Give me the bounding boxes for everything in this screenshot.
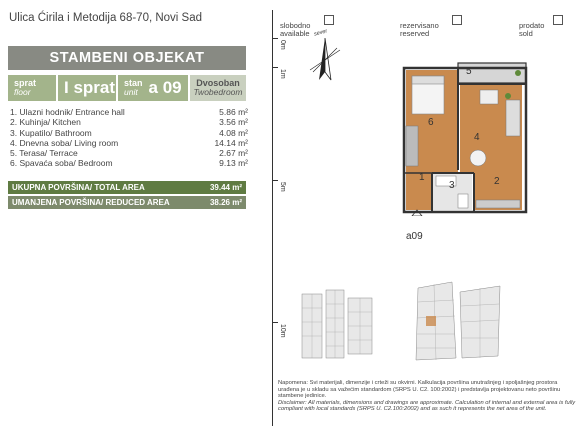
total-area-value: 39.44 m² bbox=[209, 183, 242, 192]
room-number-5: 5 bbox=[466, 66, 472, 77]
floor-value: I sprat bbox=[64, 78, 116, 97]
list-item bbox=[10, 138, 248, 148]
type-label: Dvosoban bbox=[196, 78, 240, 88]
room-list bbox=[10, 107, 248, 169]
room-number-3: 3 bbox=[449, 180, 455, 191]
total-area-bar bbox=[8, 181, 246, 194]
compass-label: sever bbox=[313, 28, 329, 38]
reduced-area-bar bbox=[8, 196, 246, 209]
scale-bar bbox=[272, 10, 273, 426]
site-plan-right bbox=[412, 278, 504, 364]
type-label-en: Twobedroom bbox=[193, 87, 243, 97]
legend-reserved bbox=[400, 14, 439, 46]
legend-sold bbox=[519, 14, 544, 46]
scale-label-1: 1m bbox=[279, 69, 286, 79]
legend-available-label: slobodno available bbox=[280, 21, 311, 38]
list-item bbox=[10, 107, 248, 117]
floor-label-en: floor bbox=[14, 87, 31, 97]
unit-cell bbox=[118, 75, 188, 101]
room-area: 5.86 m² bbox=[219, 107, 248, 117]
legend-sold-label: prodato sold bbox=[519, 21, 545, 38]
north-arrow-icon bbox=[300, 30, 350, 90]
scale-label-5: 5m bbox=[279, 182, 286, 192]
scale-tick bbox=[272, 67, 278, 68]
scale-tick bbox=[272, 180, 278, 181]
room-name: 6. Spavaća soba/ Bedroom bbox=[10, 158, 113, 169]
list-item bbox=[10, 128, 248, 138]
sold-checkbox[interactable] bbox=[553, 15, 563, 25]
address: Ulica Ćirila i Metodija 68-70, Novi Sad bbox=[9, 12, 203, 24]
total-area-label: UKUPNA POVRŠINA/ TOTAL AREA bbox=[12, 183, 145, 192]
list-item bbox=[10, 158, 248, 168]
room-number-6: 6 bbox=[428, 117, 434, 128]
room-number-1: 1 bbox=[419, 172, 425, 183]
legend-reserved-label: rezervisano reserved bbox=[400, 21, 439, 38]
reserved-checkbox[interactable] bbox=[452, 15, 462, 25]
plan-unit-label: a09 bbox=[406, 231, 423, 242]
unit-info-row bbox=[8, 75, 246, 101]
list-item bbox=[10, 117, 248, 127]
disclaimer-en: Disclaimer: All materials, dimensions and drawings are approximate. Calculation of internal and external area is fully compliant with local standards (SRPS U. C2.100:2002) and as such it represents the net area of the unit. bbox=[278, 399, 576, 413]
disclaimer bbox=[278, 380, 578, 413]
room-area: 2.67 m² bbox=[219, 148, 248, 159]
unit-value: a 09 bbox=[148, 78, 182, 97]
room-area: 14.14 m² bbox=[214, 137, 248, 148]
room-area: 9.13 m² bbox=[219, 158, 248, 169]
scale-tick bbox=[272, 38, 278, 39]
room-name: 5. Terasa/ Terrace bbox=[10, 148, 78, 159]
type-cell bbox=[190, 75, 246, 101]
scale-label-10: 10m bbox=[279, 324, 286, 338]
room-name: 1. Ulazni hodnik/ Entrance hall bbox=[10, 107, 125, 117]
room-area: 3.56 m² bbox=[219, 117, 248, 128]
floor-label-cell bbox=[8, 75, 56, 101]
room-name: 2. Kuhinja/ Kitchen bbox=[10, 117, 81, 128]
scale-tick bbox=[272, 322, 278, 323]
floor-plan bbox=[398, 60, 530, 216]
page-title: STAMBENI OBJEKAT bbox=[8, 46, 246, 70]
unit-label: stan bbox=[124, 78, 143, 88]
compass bbox=[300, 30, 350, 90]
unit-label-en: unit bbox=[124, 87, 138, 97]
room-name: 3. Kupatilo/ Bathroom bbox=[10, 127, 92, 138]
room-name: 4. Dnevna soba/ Living room bbox=[10, 137, 119, 148]
list-item bbox=[10, 148, 248, 158]
floor-value-cell bbox=[58, 75, 116, 101]
reduced-area-value: 38.26 m² bbox=[209, 198, 242, 207]
scale-label-0: 0m bbox=[279, 40, 286, 50]
room-number-2: 2 bbox=[494, 176, 500, 187]
room-number-4: 4 bbox=[474, 132, 480, 143]
site-plan-left bbox=[298, 288, 376, 364]
disclaimer-sr: Napomena: Svi materijali, dimenzije i crteži su okvirni. Kalkulacija površina unutrašnjeg i spoljašnjeg prostora urađena je u skladu sa važećim standardom (SRPS U. C2. 100:2002) i predstavlja projektovanu neto površinu stambene jedinice. bbox=[278, 380, 561, 400]
reduced-area-label: UMANJENA POVRŠINA/ REDUCED AREA bbox=[12, 198, 170, 207]
available-checkbox[interactable] bbox=[324, 15, 334, 25]
room-area: 4.08 m² bbox=[219, 127, 248, 138]
floor-label: sprat bbox=[14, 78, 37, 88]
